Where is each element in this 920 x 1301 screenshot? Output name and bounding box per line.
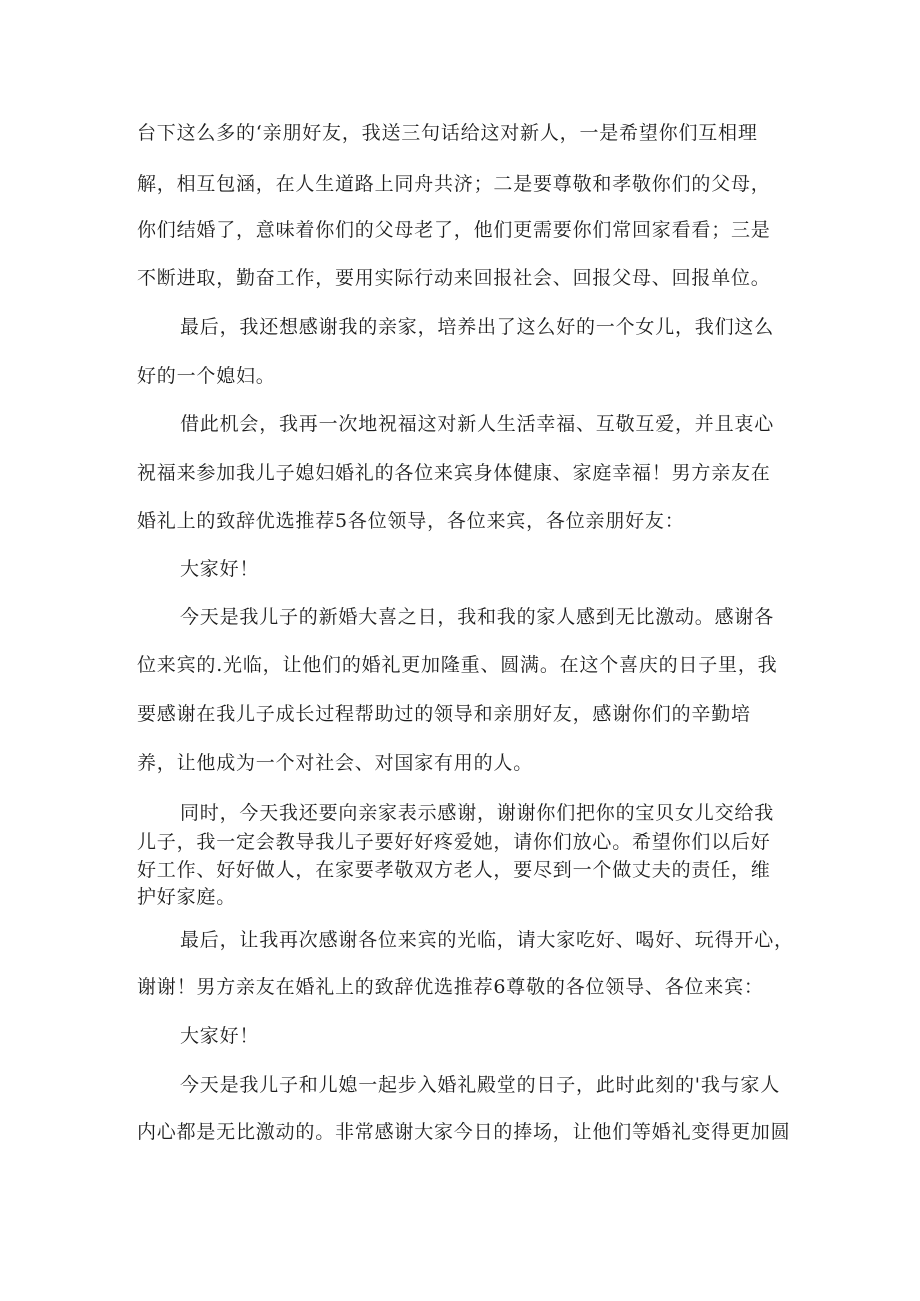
text-line: 儿子，我一定会教导我儿子要好好疼爱她，请你们放心。希望你们以后好 [137,831,771,853]
paragraph-first-line: 最后，让我再次感谢各位来宾的光临，请大家吃好、喝好、玩得开心， [180,929,794,951]
text-line: 解，相互包涵，在人生道路上同舟共济；二是要尊敬和孝敬你们的父母， [137,173,771,195]
text-line: 位来宾的.光临，让他们的婚礼更加隆重、圆满。在这个喜庆的日子里，我 [137,654,778,676]
greeting-line: 大家好！ [180,1025,260,1047]
paragraph-first-line: 今天是我儿子和儿媳一起步入婚礼殿堂的日子，此时此刻的'我与家人 [180,1074,781,1096]
text-line: 你们结婚了，意味着你们的父母老了，他们更需要你们常回家看看；三是 [137,219,771,241]
text-line: 婚礼上的致辞优选推荐5各位领导，各位来宾，各位亲朋好友： [137,510,685,532]
text-line: 好工作、好好做人，在家要孝敬双方老人，要尽到一个做丈夫的责任，维 [137,859,771,881]
paragraph-first-line: 今天是我儿子的新婚大喜之日，我和我的家人感到无比激动。感谢各 [180,606,775,628]
greeting-line: 大家好！ [180,558,260,580]
text-line: 护好家庭。 [137,886,237,908]
text-line: 谢谢！男方亲友在婚礼上的致辞优选推荐6尊敬的各位领导、各位来宾： [137,976,764,998]
text-line: 内心都是无比激动的。非常感谢大家今日的捧场，让他们等婚礼变得更加圆 [137,1121,791,1143]
paragraph-first-line: 借此机会，我再一次地祝福这对新人生活幸福、互敬互爱，并且衷心 [180,413,775,435]
text-line: 不断进取，勤奋工作，要用实际行动来回报社会、回报父母、回报单位。 [137,267,771,289]
text-line: 祝福来参加我儿子媳妇婚礼的各位来宾身体健康、家庭幸福！男方亲友在 [137,462,771,484]
text-line: 好的一个媳妇。 [137,365,276,387]
text-line: 要感谢在我儿子成长过程帮助过的领导和亲朋好友，感谢你们的辛勤培 [137,703,751,725]
text-line: 台下这么多的‘亲朋好友，我送三句话给这对新人，一是希望你们互相理 [137,122,758,144]
paragraph-first-line: 同时，今天我还要向亲家表示感谢，谢谢你们把你的宝贝女儿交给我 [180,802,775,824]
paragraph-first-line: 最后，我还想感谢我的亲家，培养出了这么好的一个女儿，我们这么 [180,316,775,338]
text-line: 养，让他成为一个对社会、对国家有用的人。 [137,752,534,774]
